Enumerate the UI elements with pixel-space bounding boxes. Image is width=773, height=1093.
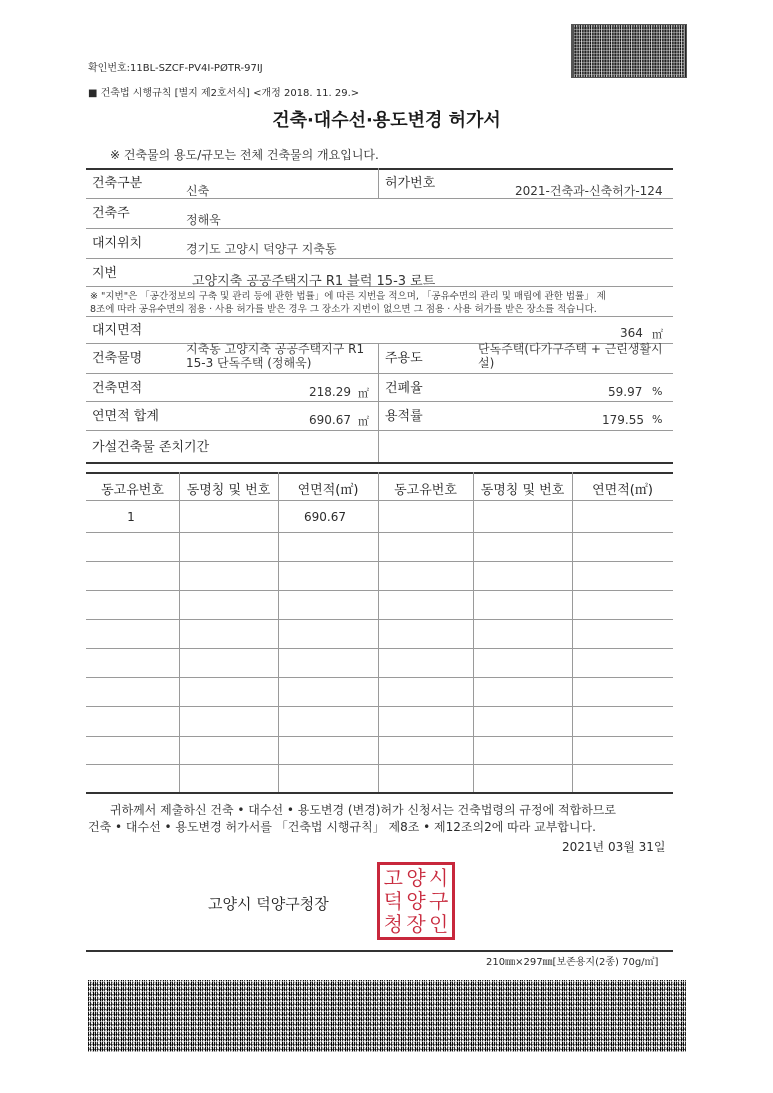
lot-note-line-2: 8조에 따라 공유수면의 점용 · 사용 허가를 받은 경우 그 장소가 지번이 없으면 그 점용 · 사용 허가를 받은 장소를 적습니다. (90, 304, 597, 315)
building-name-label: 건축물명 (92, 351, 143, 366)
column-header-floor-area-2: 연면적(㎡) (592, 483, 653, 498)
coverage-ratio-label: 건폐율 (385, 381, 423, 396)
building-name-line-2: 15-3 단독주택 (정해욱) (186, 356, 312, 370)
site-location-label: 대지위치 (92, 236, 143, 251)
column-header-floor-area: 연면적(㎡) (297, 483, 359, 498)
document-barcode (88, 980, 686, 1052)
coverage-ratio-value: 59.97 (608, 385, 643, 399)
document-title: 건축·대수선·용도변경 허가서 (272, 110, 501, 131)
lot-number-label: 지번 (92, 266, 118, 281)
table-cell-building-id: 1 (127, 510, 135, 524)
owner-value: 정해욱 (186, 213, 221, 227)
form-reference: ■ 건축법 시행규칙 [별지 제2호서식] <개정 2018. 11. 29.> (88, 88, 360, 99)
coverage-ratio-unit: % (652, 385, 663, 398)
total-floor-area-unit: ㎡ (358, 415, 369, 428)
temporary-building-label: 가설건축물 존치기간 (92, 440, 210, 455)
permit-number-value: 2021-건축과-신축허가-124 (515, 184, 663, 198)
issuance-statement-line-1: 귀하께서 제출하신 건축 • 대수선 • 용도변경 (변경)허가 신청서는 건축법령의 규정에 적합하므로 (110, 803, 616, 817)
main-use-line-2: 설) (478, 356, 495, 370)
floor-area-ratio-value: 179.55 (602, 413, 644, 427)
building-area-unit: ㎡ (358, 387, 369, 400)
column-header-building-name-2: 동명칭 및 번호 (480, 483, 565, 498)
site-location-value: 경기도 고양시 덕양구 지축동 (186, 242, 337, 256)
owner-label: 건축주 (92, 206, 130, 221)
main-use-line-1: 단독주택(다가구주택 + 근린생활시 (478, 342, 663, 356)
floor-area-ratio-unit: % (652, 413, 663, 426)
paper-specification: 210㎜×297㎜[보존용지(2종) 70g/㎡] (486, 957, 659, 968)
total-floor-area-value: 690.67 (309, 413, 351, 427)
floor-area-ratio-label: 용적률 (385, 409, 423, 424)
building-type-label: 건축구분 (92, 176, 143, 191)
main-use-label: 주용도 (385, 351, 423, 366)
confirmation-number: 확인번호:11BL-SZCF-PV4I-PØTR-97IJ (88, 63, 263, 74)
building-area-value: 218.29 (309, 385, 351, 399)
qr-code (571, 24, 687, 78)
issuer-name: 고양시 덕양구청장 (208, 895, 329, 913)
issuance-statement-line-2: 건축 • 대수선 • 용도변경 허가서를 「건축법 시행규칙」 제8조 • 제12조의2에 따라 교부합니다. (88, 820, 596, 834)
column-header-building-id: 동고유번호 (101, 483, 164, 498)
site-area-unit: ㎡ (652, 328, 663, 341)
total-floor-area-label: 연면적 합계 (92, 409, 159, 424)
site-area-label: 대지면적 (92, 323, 143, 338)
building-name-line-1: 지축동 고양지축 공공주택지구 R1 (186, 342, 365, 356)
table-cell-floor-area: 690.67 (304, 510, 346, 524)
permit-number-label: 허가번호 (385, 176, 436, 191)
overview-note: ※ 건축물의 용도/규모는 전체 건축물의 개요입니다. (110, 148, 379, 162)
official-seal: 고 양 시 덕 양 구 청 장 인 (377, 862, 455, 940)
column-header-building-id-2: 동고유번호 (394, 483, 457, 498)
issue-date: 2021년 03월 31일 (562, 840, 666, 854)
site-area-value: 364 (620, 326, 643, 340)
building-type-value: 신축 (186, 184, 210, 198)
column-header-building-name: 동명칭 및 번호 (186, 483, 271, 498)
building-area-label: 건축면적 (92, 381, 143, 396)
lot-note-line-1: ※ "지번"은 「공간정보의 구축 및 관리 등에 관한 법률」에 따른 지번을 적으며, 「공유수면의 관리 및 매립에 관한 법률」 제 (90, 291, 606, 302)
lot-number-value: 고양지축 공공주택지구 R1 블럭 15-3 로트 (192, 274, 436, 289)
